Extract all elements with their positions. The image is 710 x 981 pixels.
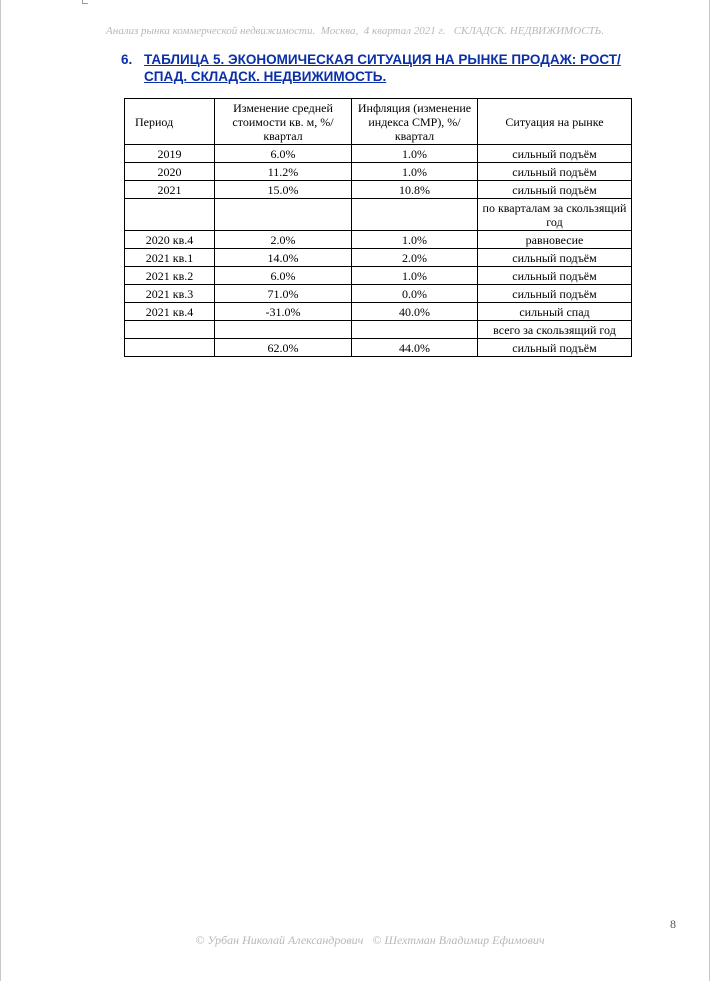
cell-period — [125, 199, 215, 231]
cell-period: 2019 — [125, 145, 215, 163]
cell-market-situation: равновесие — [478, 231, 632, 249]
table-row — [125, 163, 632, 181]
cell-subheading-rolling-year-total: всего за скользящий год — [478, 321, 632, 339]
table-row-total — [125, 339, 632, 357]
running-header: Анализ рынка коммерческой недвижимости. Москва, 4 квартал 2021 г. СКЛАДСК. НЕДВИЖИМОСТЬ. — [106, 25, 604, 37]
cell-market-situation: сильный подъём — [478, 163, 632, 181]
cell-market-situation: сильный подъём — [478, 285, 632, 303]
table-row — [125, 303, 632, 321]
cell-inflation: 1.0% — [352, 163, 478, 181]
column-header-period: Период — [125, 99, 215, 145]
section-title: ТАБЛИЦА 5. ЭКОНОМИЧЕСКАЯ СИТУАЦИЯ НА РЫНКЕ ПРОДАЖ: РОСТ/СПАД. СКЛАДСК. НЕДВИЖИМОСТЬ. — [144, 52, 621, 84]
table-row — [125, 249, 632, 267]
page-border-left — [0, 0, 1, 981]
column-header-market-situation: Ситуация на рынке — [478, 99, 632, 145]
page-number: 8 — [670, 917, 676, 931]
table-header-row — [125, 99, 632, 145]
table-row — [125, 285, 632, 303]
cell-inflation: 10.8% — [352, 181, 478, 199]
cell-price-change: 6.0% — [215, 145, 352, 163]
cell-price-change: 14.0% — [215, 249, 352, 267]
table-row — [125, 145, 632, 163]
cell-period: 2021 — [125, 181, 215, 199]
cell-inflation: 44.0% — [352, 339, 478, 357]
table-row — [125, 267, 632, 285]
cell-price-change: -31.0% — [215, 303, 352, 321]
column-header-inflation: Инфляция (изменение индекса СМР), %/квартал — [352, 99, 478, 145]
column-header-price-change: Изменение средней стоимости кв. м, %/квартал — [215, 99, 352, 145]
cell-inflation: 1.0% — [352, 231, 478, 249]
cell-inflation: 0.0% — [352, 285, 478, 303]
market-situation-table — [124, 98, 632, 357]
cell-inflation: 1.0% — [352, 145, 478, 163]
section-number: 6. — [121, 52, 133, 67]
cell-inflation: 1.0% — [352, 267, 478, 285]
cell-inflation: 2.0% — [352, 249, 478, 267]
cell-period — [125, 321, 215, 339]
table-row-subheading — [125, 321, 632, 339]
cell-inflation: 40.0% — [352, 303, 478, 321]
cell-period: 2020 кв.4 — [125, 231, 215, 249]
cell-period: 2021 кв.2 — [125, 267, 215, 285]
cell-inflation — [352, 199, 478, 231]
cell-price-change — [215, 321, 352, 339]
cell-market-situation: сильный подъём — [478, 145, 632, 163]
cell-price-change: 71.0% — [215, 285, 352, 303]
cell-period — [125, 339, 215, 357]
cell-market-situation: сильный подъём — [478, 267, 632, 285]
footer-copyright: © Урбан Николай Александрович © Шехтман Владимир Ефимович — [195, 933, 545, 947]
cell-price-change: 2.0% — [215, 231, 352, 249]
table-row — [125, 181, 632, 199]
cell-inflation — [352, 321, 478, 339]
cell-period: 2021 кв.1 — [125, 249, 215, 267]
section-heading — [121, 51, 641, 85]
table-row-subheading — [125, 199, 632, 231]
cell-market-situation: сильный подъём — [478, 339, 632, 357]
cell-period: 2021 кв.4 — [125, 303, 215, 321]
cell-price-change: 15.0% — [215, 181, 352, 199]
cell-subheading-rolling-quarters: по кварталам за скользящий год — [478, 199, 632, 231]
cell-price-change: 62.0% — [215, 339, 352, 357]
cell-price-change: 6.0% — [215, 267, 352, 285]
cell-price-change: 11.2% — [215, 163, 352, 181]
cell-period: 2021 кв.3 — [125, 285, 215, 303]
cell-market-situation: сильный подъём — [478, 181, 632, 199]
cell-price-change — [215, 199, 352, 231]
page-corner-mark — [82, 0, 88, 4]
cell-market-situation: сильный спад — [478, 303, 632, 321]
table-row — [125, 231, 632, 249]
cell-market-situation: сильный подъём — [478, 249, 632, 267]
cell-period: 2020 — [125, 163, 215, 181]
